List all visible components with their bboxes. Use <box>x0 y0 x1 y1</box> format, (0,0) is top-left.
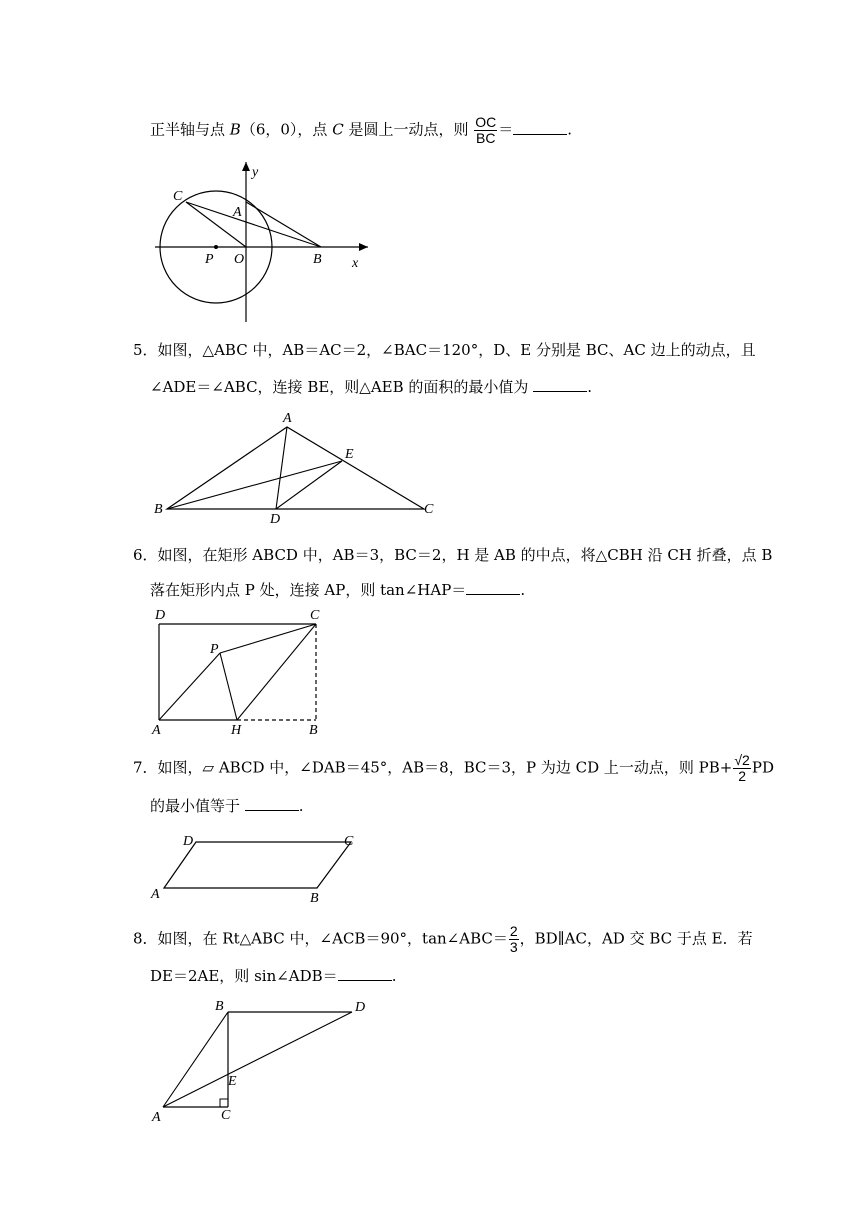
q8-line1-tail: ，BD∥AC，AD 交 BC 于点 E．若 <box>519 929 753 948</box>
q5-label-b: B <box>154 502 163 517</box>
q4-text-a: 正半轴与点 <box>150 120 226 139</box>
q7-line2-text: 的最小值等于 <box>150 797 241 815</box>
q4-eq: ＝ <box>498 120 514 139</box>
q7-label-c: C <box>344 834 354 849</box>
q4-text-b: 是圆上一动点，则 <box>348 120 469 139</box>
q4-frac-den: BC <box>476 130 496 146</box>
q6-end: . <box>520 581 526 599</box>
q6-label-c: C <box>310 608 320 623</box>
q6-label-p: P <box>210 642 219 657</box>
q8-end: . <box>391 967 397 985</box>
q8-frac-den: 3 <box>509 939 518 955</box>
q8-label-e: E <box>228 1074 237 1089</box>
q6-line1-text: 6．如图，在矩形 ABCD 中，AB＝3，BC＝2，H 是 AB 的中点，将△CBH 沿 CH 折叠，点 B <box>133 546 773 564</box>
q7-sqrt-num: √2 <box>734 752 750 768</box>
q6-line2-text: 落在矩形内点 P 处，连接 AP，则 tan∠HAP＝ <box>150 581 467 599</box>
q5-end: . <box>587 378 592 396</box>
q8-line2-text: DE＝2AE，则 sin∠ADB＝ <box>150 967 338 985</box>
q4-end: . <box>567 120 573 139</box>
q8-label-b: B <box>215 999 224 1014</box>
q6-label-a: A <box>152 723 161 738</box>
q4-label-b: B <box>313 252 322 267</box>
q6-label-h: H <box>231 723 242 738</box>
q8-label-a: A <box>152 1110 161 1125</box>
q4-label-o: O <box>234 252 245 267</box>
q7-frac-den: 2 <box>738 768 747 784</box>
q4-label-y: y <box>252 165 259 180</box>
q7-line1-tail: PD <box>751 758 774 777</box>
q5-label-a: A <box>283 411 292 426</box>
q4-point-b: B <box>229 120 241 139</box>
q7-end: . <box>298 797 304 815</box>
q4-point-c: C <box>332 120 344 139</box>
q4-label-a: A <box>233 205 242 220</box>
q4-frac-num: OC <box>475 114 497 130</box>
q5-line1-text: 5．如图，△ABC 中，AB＝AC＝2，∠BAC＝120°，D、E 分别是 BC、AC 边上的动点，且 <box>133 341 756 359</box>
q5-label-d: D <box>270 512 281 527</box>
q8-label-d: D <box>355 1000 366 1015</box>
q8-frac-num: 2 <box>509 923 518 939</box>
q6-label-d: D <box>155 608 166 623</box>
q7-line1-text: 7．如图，▱ ABCD 中，∠DAB＝45°，AB＝8，BC＝3，P 为边 CD 上一动点，则 PB+ <box>133 758 733 777</box>
q5-label-c: C <box>424 502 434 517</box>
q5-label-e: E <box>345 447 354 462</box>
q8-seg-ab <box>163 1012 228 1107</box>
q7-label-a: A <box>151 887 160 902</box>
q5-line2-text: ∠ADE＝∠ABC，连接 BE，则△AEB 的面积的最小值为 <box>150 378 529 396</box>
right-angle-icon <box>220 1099 228 1107</box>
q8-line1-text: 8．如图，在 Rt△ABC 中，∠ACB＝90°，tan∠ABC＝ <box>133 929 508 948</box>
q7-label-b: B <box>310 891 319 906</box>
q6-label-b: B <box>309 723 318 738</box>
q4-label-c: C <box>173 189 183 204</box>
q7-label-d: D <box>183 834 194 849</box>
q4-coord: （6，0），点 <box>240 120 328 139</box>
q4-label-x: x <box>352 256 359 271</box>
q8-label-c: C <box>221 1108 231 1123</box>
q8-seg-ad <box>163 1012 352 1107</box>
q4-label-p: P <box>205 252 214 267</box>
